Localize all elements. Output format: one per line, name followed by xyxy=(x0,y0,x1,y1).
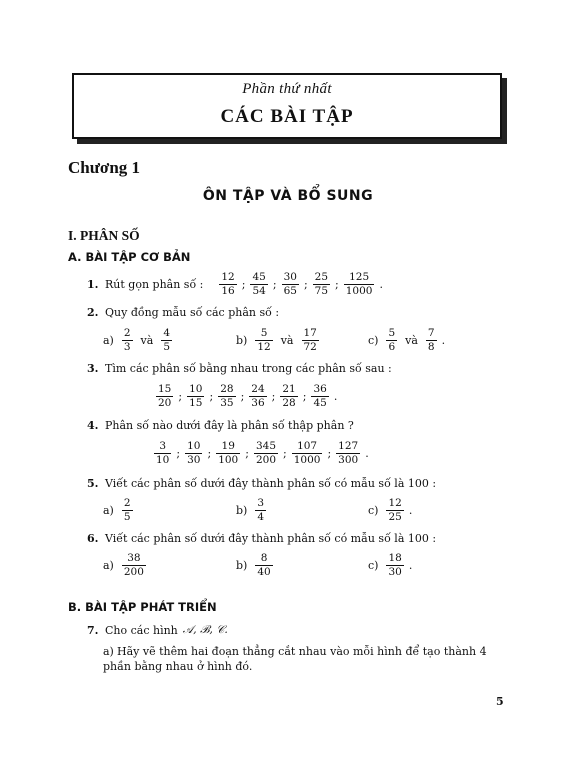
question-number: 2. xyxy=(87,306,99,319)
question-2-option-c: c) $\frac{5}{6}$ và $\frac{7}{8}$ . xyxy=(368,327,446,353)
question-number: 4. xyxy=(87,419,99,432)
part-label: Phần thứ nhất xyxy=(242,81,332,97)
subsection-a-title: A. BÀI TẬP CƠ BẢN xyxy=(68,250,191,264)
fraction: $\frac{10}{30}$ xyxy=(187,440,201,466)
fraction: $\frac{345}{200}$ xyxy=(255,440,276,466)
question-prompt: Tìm các phân số bằng nhau trong các phân số sau : xyxy=(105,362,392,375)
fraction: $\frac{19}{100}$ xyxy=(218,440,239,466)
fraction: $\frac{8}{40}$ xyxy=(257,552,271,578)
question-4 xyxy=(87,419,354,432)
fraction: $\frac{28}{35}$ xyxy=(220,383,234,409)
question-6 xyxy=(87,532,436,545)
fraction: $\frac{5}{6}$ xyxy=(388,327,396,353)
fraction: $\frac{107}{1000}$ xyxy=(293,440,321,466)
fraction: $\frac{7}{8}$ xyxy=(427,327,435,353)
question-7-option-a: a) Hãy vẽ thêm hai đoạn thẳng cắt nhau vào mỗi hình để tạo thành 4 phần bằng nhau ở hình đó. xyxy=(103,645,487,673)
fraction: $\frac{2}{3}$ xyxy=(123,327,131,353)
question-6-option-a: a) $\frac{38}{200}$ xyxy=(103,552,144,578)
fraction: $\frac{45}{54}$ xyxy=(252,271,266,297)
subsection-b-title: B. BÀI TẬP PHÁT TRIỂN xyxy=(68,600,217,614)
question-2 xyxy=(87,306,279,319)
fraction: $\frac{12}{16}$ xyxy=(221,271,235,297)
fraction: $\frac{21}{28}$ xyxy=(282,383,296,409)
shape-names: 𝒜, ℬ, 𝒞. xyxy=(182,623,228,636)
question-prompt: Phân số nào dưới đây là phân số thập phân ? xyxy=(105,419,354,432)
fraction: $\frac{18}{30}$ xyxy=(388,552,402,578)
question-6-option-b: b) $\frac{8}{40}$ xyxy=(236,552,271,578)
fraction: $\frac{36}{45}$ xyxy=(313,383,327,409)
fraction: $\frac{25}{75}$ xyxy=(314,271,329,297)
question-number: 7. xyxy=(87,623,99,637)
fraction: $\frac{12}{25}$ xyxy=(388,497,402,523)
question-6-option-c: c) $\frac{18}{30}$ . xyxy=(368,552,413,578)
question-2-option-a: a) $\frac{2}{3}$ và $\frac{4}{5}$ xyxy=(103,327,171,353)
fraction: $\frac{125}{1000}$ xyxy=(345,271,373,297)
fraction: $\frac{127}{300}$ xyxy=(338,440,359,466)
fraction: $\frac{15}{20}$ xyxy=(158,383,172,409)
question-prompt: Viết các phân số dưới đây thành phân số có mẫu số là 100 : xyxy=(105,477,437,490)
chapter-title: ÔN TẬP VÀ BỔ SUNG xyxy=(202,188,374,204)
part-header-box xyxy=(72,73,502,139)
question-5-option-b: b) $\frac{3}{4}$ xyxy=(236,497,265,523)
question-5-option-c: c) $\frac{12}{25}$ . xyxy=(368,497,413,523)
question-number: 6. xyxy=(87,532,99,545)
question-4-fractions: $\frac{3}{10}$ ; $\frac{10}{30}$ ; $\frac{19}{100}$ ; $\frac{345}{200}$ ; $\frac{107}{1000}$ ; $\frac{127}{300}$ . xyxy=(156,440,369,466)
question-prompt: Cho các hình xyxy=(105,623,178,637)
question-prompt: Viết các phân số dưới đây thành phân số có mẫu số là 100 : xyxy=(105,532,437,545)
page-number: 5 xyxy=(496,695,504,708)
fraction: $\frac{17}{72}$ xyxy=(303,327,317,353)
question-number: 5. xyxy=(87,477,99,490)
chapter-label: Chương 1 xyxy=(68,158,141,177)
question-1: 1. Rút gọn phân số : $\frac{12}{16}$ ; $\frac{45}{54}$ ; $\frac{30}{65}$ ; $\frac{25}{75}$ ; $\frac{125}{1000}$ . xyxy=(87,271,383,297)
question-5 xyxy=(87,477,436,490)
question-prompt: Rút gọn phân số : xyxy=(105,278,204,291)
fraction: $\frac{5}{12}$ xyxy=(257,327,271,353)
question-7 xyxy=(87,623,228,637)
question-7-option-a-text: Hãy vẽ thêm hai đoạn thẳng cắt nhau vào mỗi hình để tạo thành 4 phần bằng nhau ở hình đó. xyxy=(103,645,487,673)
question-3 xyxy=(87,362,392,375)
fraction: $\frac{30}{65}$ xyxy=(283,271,297,297)
question-number: 1. xyxy=(87,278,99,291)
fraction: $\frac{38}{200}$ xyxy=(123,552,144,578)
question-prompt: Quy đồng mẫu số các phân số : xyxy=(105,306,280,319)
fraction: $\frac{3}{4}$ xyxy=(257,497,265,523)
fraction: $\frac{4}{5}$ xyxy=(163,327,171,353)
part-title: CÁC BÀI TẬP xyxy=(220,106,354,127)
question-number: 3. xyxy=(87,362,99,375)
fraction: $\frac{10}{15}$ xyxy=(189,383,203,409)
section-title: I. PHÂN SỐ xyxy=(68,228,140,243)
fraction: $\frac{24}{36}$ xyxy=(251,383,265,409)
question-2-option-b: b) $\frac{5}{12}$ và $\frac{17}{72}$ xyxy=(236,327,317,353)
fraction: $\frac{2}{5}$ xyxy=(123,497,131,523)
question-5-option-a: a) $\frac{2}{5}$ xyxy=(103,497,131,523)
fraction: $\frac{3}{10}$ xyxy=(156,440,170,466)
question-3-fractions: $\frac{15}{20}$ ; $\frac{10}{15}$ ; $\frac{28}{35}$ ; $\frac{24}{36}$ ; $\frac{21}{28}$ ; $\frac{36}{45}$ . xyxy=(158,383,338,409)
